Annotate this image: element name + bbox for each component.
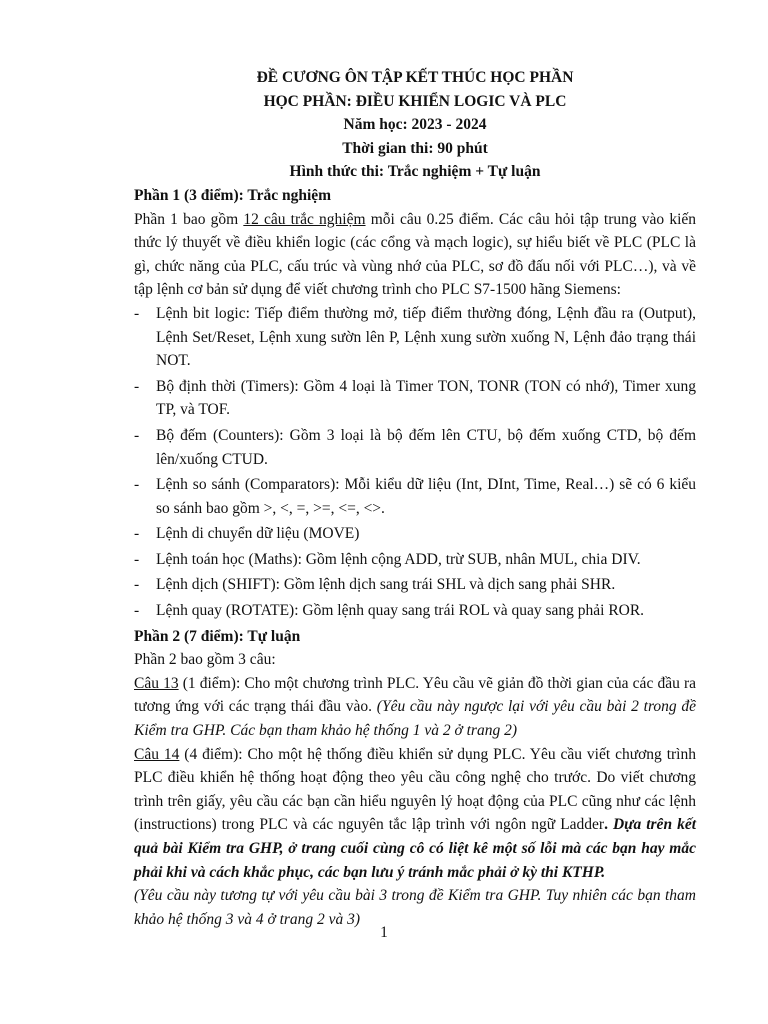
dash-bullet: - — [134, 550, 140, 568]
list-item — [134, 522, 696, 546]
question-13 — [134, 672, 696, 743]
question-14-emphasis: Dựa trên kết quả bài Kiểm tra GHP, ở trang cuối cùng cô có liệt kê một số lỗi mà các bạn hay mắc phải khi và cách khắc phục, các bạn lưu ý tránh mắc phải ở kỳ thi KTHP. — [134, 816, 696, 881]
page-number: 1 — [380, 924, 388, 941]
part2-intro: Phần 2 bao gồm 3 câu: — [134, 651, 276, 669]
exam-format: Hình thức thi: Trắc nghiệm + Tự luận — [289, 163, 541, 181]
list-item-text: Lệnh quay (ROTATE): Gồm lệnh quay sang trái ROL và quay sang phải ROR. — [156, 602, 645, 620]
list-item-text: Bộ đếm (Counters): Gồm 3 loại là bộ đếm lên CTU, bộ đếm xuống CTD, bộ đếm lên/xuống CTUD. — [156, 426, 696, 468]
dash-bullet: - — [134, 602, 140, 620]
dash-bullet: - — [134, 304, 140, 322]
list-item — [134, 473, 696, 520]
part1-intro-pre: Phần 1 bao gồm — [134, 210, 244, 228]
part1-heading: Phần 1 (3 điểm): Trắc nghiệm — [134, 186, 332, 204]
title-line-2: HỌC PHẦN: ĐIỀU KHIỂN LOGIC VÀ PLC — [263, 92, 567, 110]
question-13-text: (1 điểm): Cho một chương trình PLC. Yêu cầu vẽ giản đồ thời gian của các đầu ra tương ứng với các trạng thái đầu vào. — [134, 674, 697, 716]
list-item — [134, 424, 696, 471]
dash-bullet: - — [134, 525, 140, 543]
list-item — [134, 302, 696, 373]
dash-bullet: - — [134, 426, 140, 444]
list-item-text: Bộ định thời (Timers): Gồm 4 loại là Timer TON, TONR (TON có nhớ), Timer xung TP, và TOF. — [156, 377, 696, 419]
question-14-label: Câu 14 — [134, 745, 180, 763]
question-14-period: . — [604, 816, 613, 834]
question-13-label: Câu 13 — [134, 674, 179, 692]
list-item — [134, 548, 696, 572]
dash-bullet: - — [134, 576, 140, 594]
part1-intro-underlined: 12 câu trắc nghiệm — [243, 210, 366, 228]
instruction-list — [134, 302, 696, 623]
dash-bullet: - — [134, 377, 140, 395]
dash-bullet: - — [134, 476, 140, 494]
list-item-text: Lệnh toán học (Maths): Gồm lệnh cộng ADD, trừ SUB, nhân MUL, chia DIV. — [156, 550, 641, 568]
list-item — [134, 599, 696, 623]
list-item — [134, 375, 696, 422]
document-page — [134, 66, 696, 931]
title-line-1: ĐỀ CƯƠNG ÔN TẬP KẾT THÚC HỌC PHẦN — [256, 69, 574, 86]
part2-heading: Phần 2 (7 điểm): Tự luận — [134, 627, 301, 645]
list-item-text: Lệnh di chuyển dữ liệu (MOVE) — [156, 525, 360, 543]
list-item-text: Lệnh so sánh (Comparators): Mỗi kiểu dữ liệu (Int, DInt, Time, Real…) sẽ có 6 kiểu so sánh bao gồm >, <, =, >=, <=, <>. — [156, 476, 696, 517]
question-14-note: (Yêu cầu này tương tự với yêu cầu bài 3 trong đề Kiểm tra GHP. Tuy nhiên các bạn tham khảo hệ thống 3 và 4 ở trang 2 và 3) — [134, 887, 696, 928]
question-14-text: (4 điểm): Cho một hệ thống điều khiển sử dụng PLC. Yêu cầu viết chương trình PLC điều khiển hệ thống hoạt động theo yêu cầu công nghệ cho trước. Do viết chương trình trên giấy, yêu cầu các bạn cần hiểu nguyên lý hoạt động của PLC cũng như các lệnh (instructions) trong PLC và các nguyên tắc lập trình với ngôn ngữ Ladder — [134, 745, 696, 834]
part1-intro — [134, 208, 696, 302]
exam-duration: Thời gian thi: 90 phút — [342, 139, 488, 157]
question-14 — [134, 743, 696, 885]
list-item — [134, 573, 696, 597]
part1-intro-post: mỗi câu 0.25 điểm. Các câu hỏi tập trung vào kiến thức lý thuyết về điều khiển logic (các cổng và mạch logic), sự hiểu biết về PLC (PLC là gì, chức năng của PLC, cấu trúc và vùng nhớ của PLC, sơ đồ đấu nối với PLC…), và về tập lệnh cơ bản sử dụng để viết chương trình cho PLC S7-1500 hãng Siemens: — [134, 210, 697, 299]
list-item-text: Lệnh dịch (SHIFT): Gồm lệnh dịch sang trái SHL và dịch sang phải SHR. — [156, 576, 616, 594]
school-year: Năm học: 2023 - 2024 — [343, 116, 487, 134]
list-item-text: Lệnh bit logic: Tiếp điểm thường mở, tiếp điểm thường đóng, Lệnh đầu ra (Output), Lệnh Set/Reset, Lệnh xung sườn lên P, Lệnh xung sườn xuống N, Lệnh đảo trạng thái NOT. — [156, 304, 696, 370]
question-13-note: (Yêu cầu này ngược lại với yêu cầu bài 2 trong đề Kiểm tra GHP. Các bạn tham khảo hệ thống 1 và 2 ở trang 2) — [134, 698, 697, 740]
